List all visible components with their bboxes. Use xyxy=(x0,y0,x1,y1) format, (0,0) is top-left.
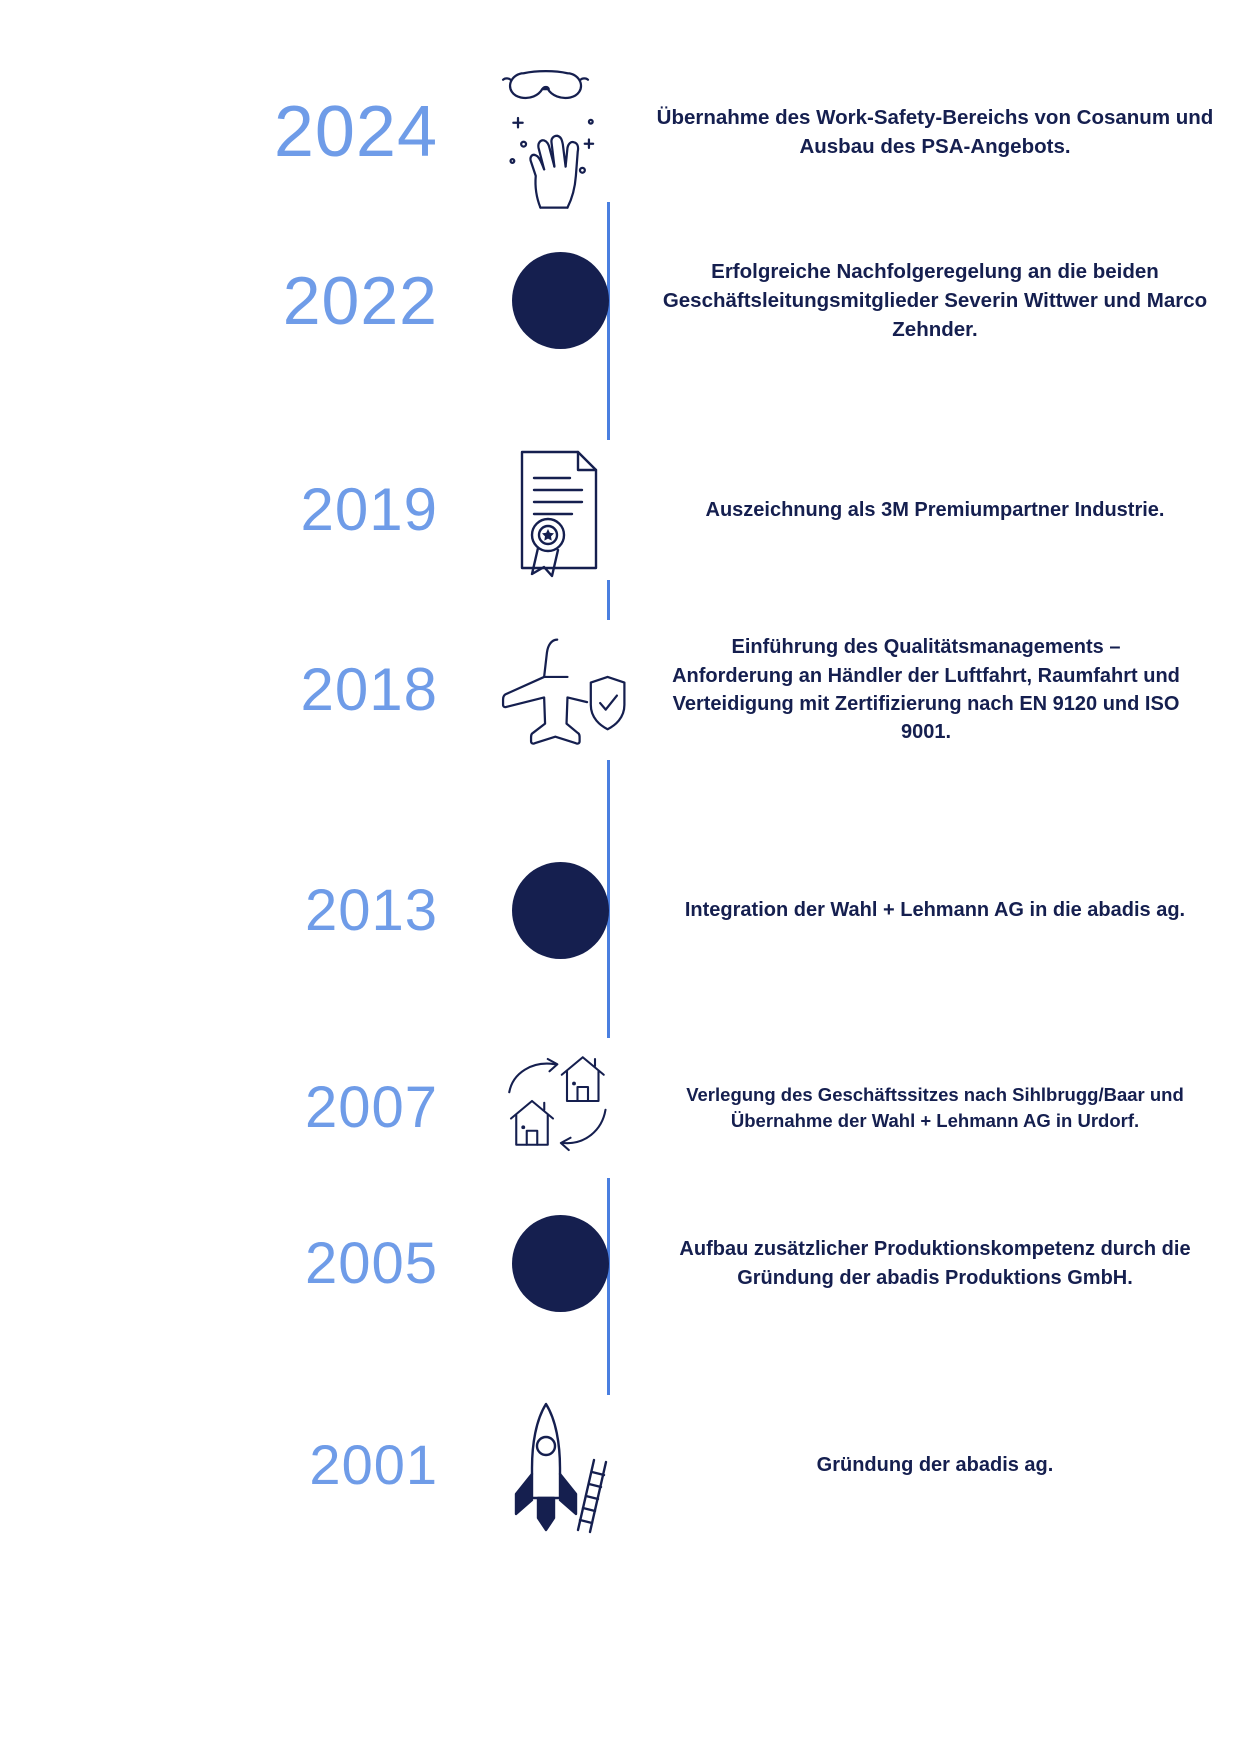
timeline-marker-2013 xyxy=(490,862,630,959)
timeline-year-2005: 2005 xyxy=(304,1230,438,1296)
timeline-year-2024: 2024 xyxy=(273,92,438,172)
timeline-year-2018: 2018 xyxy=(300,656,438,723)
timeline-text-2005: Aufbau zusätzlicher Produktionskompetenz durch die Gründung der abadis Produktions GmbH. xyxy=(679,1238,1191,1289)
timeline-entry-2001 xyxy=(0,1395,1240,1535)
filled-circle-icon xyxy=(512,252,609,349)
timeline-year-2019: 2019 xyxy=(300,476,438,543)
timeline-text-2024: Übernahme des Work-Safety-Bereichs von Cosanum und Ausbau des PSA-Angebots. xyxy=(656,105,1214,158)
timeline-text-2013: Integration der Wahl + Lehmann AG in die abadis ag. xyxy=(684,899,1186,922)
timeline-year-2013: 2013 xyxy=(304,877,438,943)
timeline-entry-2013 xyxy=(0,862,1240,959)
timeline-text-2001: Gründung der abadis ag. xyxy=(816,1453,1054,1476)
timeline-year-2001: 2001 xyxy=(309,1433,438,1496)
timeline-marker-2022 xyxy=(490,252,630,349)
filled-circle-icon xyxy=(512,862,609,959)
timeline-year-2007: 2007 xyxy=(304,1075,438,1140)
airplane-shield-icon xyxy=(490,620,630,760)
timeline-marker-2019 xyxy=(490,440,630,580)
timeline-marker-2005 xyxy=(490,1215,630,1312)
timeline-entry-2022 xyxy=(0,252,1240,349)
timeline-text-2007: Verlegung des Geschäftssitzes nach Sihlbrugg/Baar und Übernahme der Wahl + Lehmann AG in Urdorf. xyxy=(686,1083,1184,1131)
timeline-text-2022: Erfolgreiche Nachfolgeregelung an die beiden Geschäftsleitungsmitglieder Severin Wittwer und Marco Zehnder. xyxy=(662,259,1208,342)
timeline-year-2022: 2022 xyxy=(282,262,438,339)
timeline-text-2018: Einführung des Qualitätsmanagements – Anforderung an Händler der Luftfahrt, Raumfahrt und Verteidigung mit Zertifizierung nach EN 9120 und ISO 9001. xyxy=(672,636,1180,744)
certificate-icon xyxy=(490,440,630,580)
filled-circle-icon xyxy=(512,1215,609,1312)
timeline-marker-2024 xyxy=(490,62,630,202)
timeline-entry-2024 xyxy=(0,62,1240,202)
timeline-marker-2007 xyxy=(490,1038,630,1178)
timeline-marker-2001 xyxy=(490,1395,630,1535)
timeline-entry-2018 xyxy=(0,620,1240,760)
safety-glasses-gloves-icon xyxy=(490,62,630,202)
timeline-marker-2018 xyxy=(490,620,630,760)
timeline-entry-2019 xyxy=(0,440,1240,580)
timeline-entry-2007 xyxy=(0,1038,1240,1178)
house-relocation-icon xyxy=(490,1038,630,1178)
timeline-text-2019: Auszeichnung als 3M Premiumpartner Industrie. xyxy=(705,498,1165,521)
timeline-entry-2005 xyxy=(0,1215,1240,1312)
rocket-launch-icon xyxy=(490,1395,630,1535)
